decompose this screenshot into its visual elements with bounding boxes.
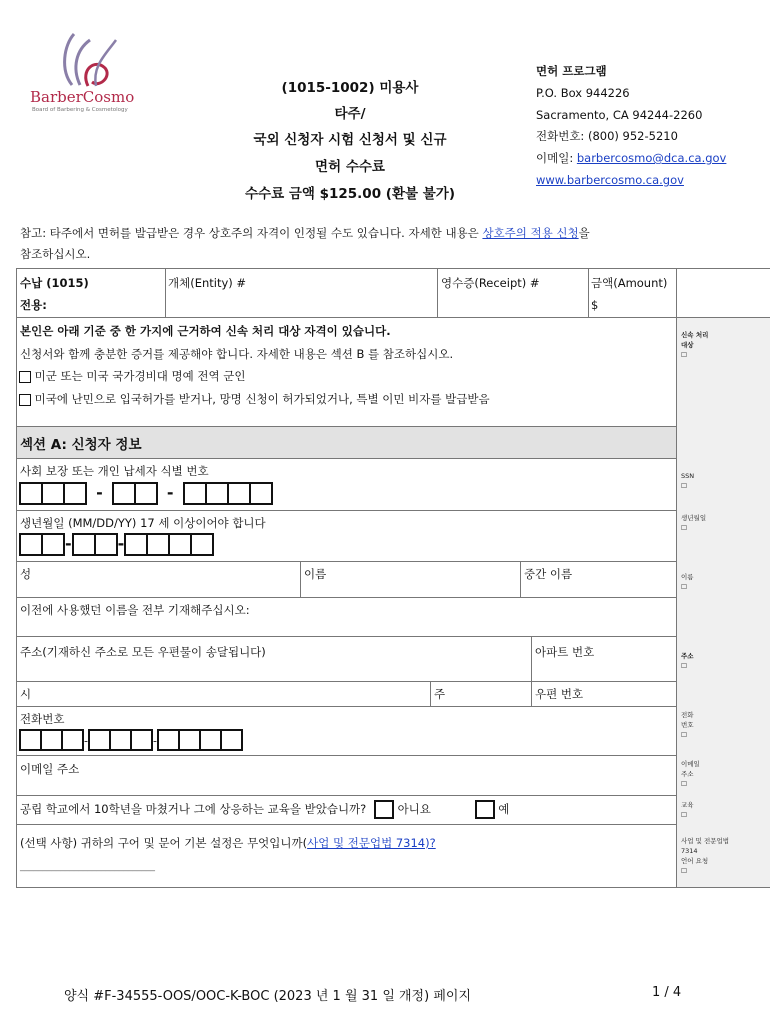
education-no-label: 아니요 bbox=[397, 802, 431, 816]
education-yes-checkbox[interactable] bbox=[475, 800, 495, 819]
sidebar-expedite: 신속 처리 대상 ☐ bbox=[681, 331, 709, 359]
contact-web-link[interactable]: www.barbercosmo.ca.gov bbox=[536, 173, 684, 187]
ssn-label: 사회 보장 또는 개인 납세자 식별 번호 bbox=[20, 464, 209, 478]
military-option bbox=[19, 369, 245, 384]
contact-title: 면허 프로그램 bbox=[536, 64, 607, 78]
logo-name: BarberCosmo bbox=[30, 88, 135, 106]
form-title-line-3: 국외 신청자 시험 신청서 및 신규 bbox=[253, 132, 447, 148]
eligibility-description: 신청서와 함께 충분한 증거를 제공해야 합니다. 자세한 내용은 섹션 B 를 참조하십시오. bbox=[20, 347, 454, 361]
sidebar-dob: 생년월일 ☐ bbox=[681, 514, 707, 532]
eligibility-title: 본인은 아래 기준 중 한 가지에 근거하여 신속 처리 대상 자격이 있습니다. bbox=[20, 324, 391, 338]
education-question bbox=[20, 800, 509, 819]
contact-email-link[interactable]: barbercosmo@dca.ca.gov bbox=[576, 151, 727, 165]
city-field[interactable]: 시 bbox=[20, 687, 32, 701]
refugee-option bbox=[19, 392, 490, 407]
dob-label: 생년월일 (MM/DD/YY) 17 세 이상이어야 합니다 bbox=[20, 516, 266, 530]
phone-label: 전화번호 bbox=[20, 712, 65, 726]
state-field[interactable]: 주 bbox=[434, 687, 446, 701]
middle-name-field[interactable]: 중간 이름 bbox=[524, 567, 573, 581]
refugee-checkbox[interactable] bbox=[19, 394, 31, 406]
contact-po-box: P.O. Box 944226 bbox=[536, 86, 630, 100]
contact-web bbox=[536, 173, 684, 188]
dob-input[interactable] bbox=[19, 533, 214, 557]
language-question bbox=[20, 836, 436, 851]
zip-field[interactable]: 우편 번호 bbox=[535, 687, 584, 701]
reciprocity-note bbox=[20, 226, 590, 241]
form-fee-line: 수수료 금액 $125.00 (환불 불가) bbox=[245, 186, 455, 202]
first-name-field[interactable]: 이름 bbox=[304, 567, 327, 581]
receipt-code: 수납 (1015) bbox=[20, 276, 89, 290]
note-text: 참고: 타주에서 면허를 발급받은 경우 상호주의 자격이 인정될 수도 있습니다. 자세한 내용은 bbox=[20, 226, 483, 240]
last-name-field[interactable]: 성 bbox=[20, 567, 32, 581]
amount-field: 금액(Amount) bbox=[591, 276, 668, 290]
logo-subtitle: Board of Barbering & Cosmetology bbox=[32, 107, 128, 113]
note-text-line-2: 참조하십시오. bbox=[20, 247, 91, 261]
education-question-text: 공립 학교에서 10학년을 마쳤거나 그에 상응하는 교육을 받았습니까? bbox=[20, 802, 367, 816]
phone-dash-1: - bbox=[84, 734, 88, 748]
footer-page-number: 1 / 4 bbox=[652, 985, 682, 1000]
ssn-input[interactable] bbox=[19, 482, 273, 506]
apartment-field[interactable]: 아파트 번호 bbox=[535, 645, 595, 659]
language-question-text: (선택 사항) 귀하의 구어 및 문어 기본 설정은 무엇입니까( bbox=[20, 836, 308, 850]
military-option-label: 미군 또는 미국 국가경비대 명예 전역 군인 bbox=[34, 369, 246, 383]
sidebar-name: 이름 ☐ bbox=[681, 573, 694, 591]
education-no-checkbox[interactable] bbox=[374, 800, 394, 819]
form-title-line-1: (1015-1002) 미용사 bbox=[281, 80, 419, 96]
phone-input[interactable] bbox=[19, 729, 243, 753]
military-checkbox[interactable] bbox=[19, 371, 31, 383]
contact-email bbox=[536, 151, 726, 166]
entity-field: 개체(Entity) # bbox=[168, 276, 247, 290]
ssn-dash-2: - bbox=[166, 483, 174, 502]
sidebar-language: 사업 및 전문업법 7314 언어 요청 ☐ bbox=[681, 837, 730, 875]
contact-phone: 전화번호: (800) 952-5210 bbox=[536, 129, 678, 143]
sidebar-email: 이메일 주소 ☐ bbox=[681, 760, 700, 788]
form-title-line-2: 타주/ bbox=[334, 106, 366, 122]
form-title-line-4: 면허 수수료 bbox=[315, 159, 385, 175]
footer-form-id: 양식 #F-34555-OOS/OOC-K-BOC (2023 년 1 월 31 일 개정) 페이지 bbox=[64, 989, 471, 1004]
contact-email-label: 이메일: bbox=[536, 151, 577, 165]
office-use-label: 전용: bbox=[20, 298, 47, 312]
address-field[interactable]: 주소(기재하신 주소로 모든 우편물이 송달됩니다) bbox=[20, 645, 266, 659]
ssn-dash-1: - bbox=[96, 483, 103, 502]
sidebar-phone: 전화 번호 ☐ bbox=[681, 711, 694, 739]
dob-dash-1: - bbox=[65, 534, 72, 553]
refugee-option-label: 미국에 난민으로 입국허가를 받거나, 망명 신청이 허가되었거나, 특별 이민 비자를 발급받음 bbox=[34, 392, 490, 406]
bpc-7314-link[interactable]: 사업 및 전문업법 7314)? bbox=[307, 836, 436, 850]
amount-dollar: $ bbox=[591, 298, 599, 312]
contact-city: Sacramento, CA 94244-2260 bbox=[536, 108, 703, 122]
receipt-field: 영수증(Receipt) # bbox=[441, 276, 540, 290]
dob-dash-2: - bbox=[117, 534, 125, 553]
reciprocity-link[interactable]: 상호주의 적용 신청 bbox=[482, 226, 579, 240]
sidebar-education: 교육 ☐ bbox=[681, 801, 694, 819]
logo bbox=[28, 30, 148, 120]
phone-dash-2: - bbox=[152, 734, 157, 748]
previous-names-field[interactable]: 이전에 사용했던 이름을 전부 기재해주십시오: bbox=[20, 603, 250, 617]
sidebar-ssn: SSN ☐ bbox=[681, 472, 695, 490]
sidebar-address: 주소 ☐ bbox=[681, 652, 694, 670]
education-yes-label: 예 bbox=[498, 802, 510, 816]
note-text-end: 을 bbox=[578, 226, 590, 240]
email-field[interactable]: 이메일 주소 bbox=[20, 762, 80, 776]
section-a-title: 섹션 A: 신청자 정보 bbox=[20, 437, 142, 453]
logo-mark-icon bbox=[50, 30, 130, 90]
language-answer-line[interactable]: ______________________________ bbox=[20, 862, 155, 872]
